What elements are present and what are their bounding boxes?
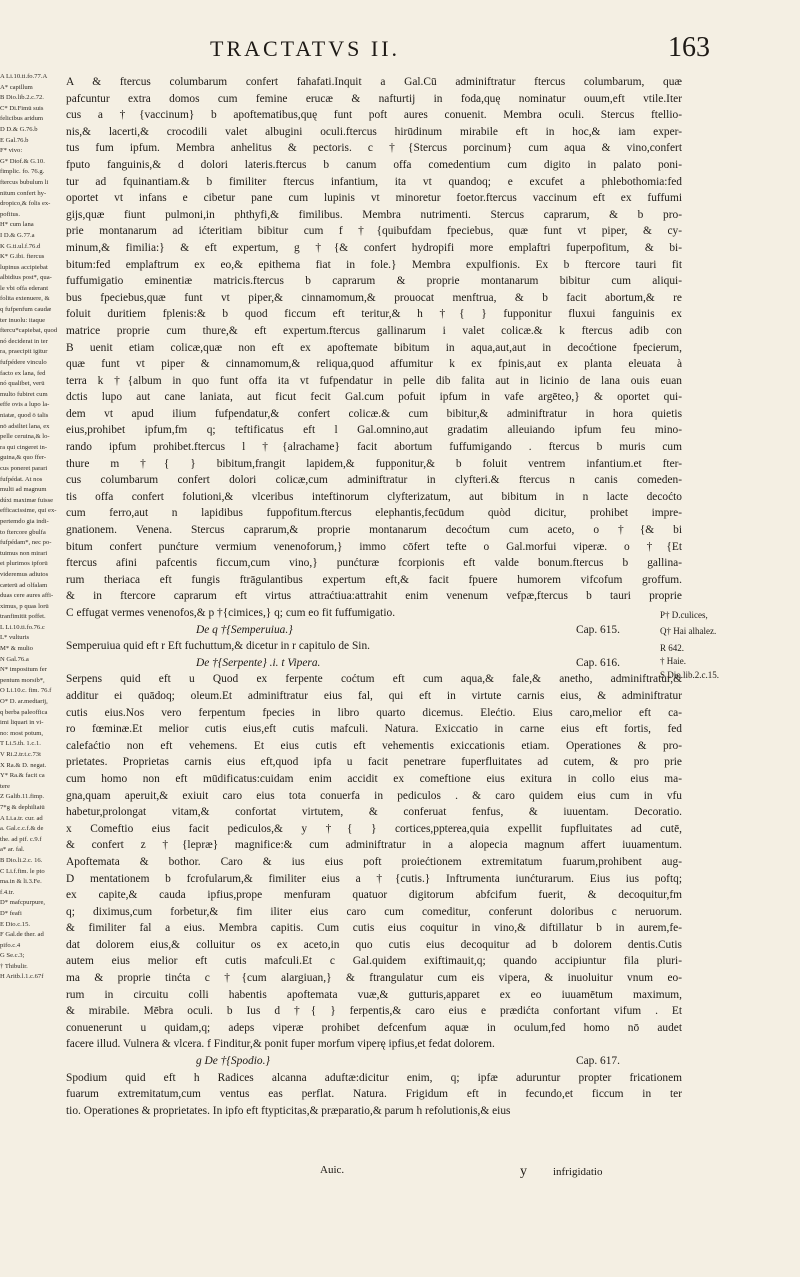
text-line: A & ftercus columbarum confert fahafati.Inquit a Gal.Cū adminiftratur ftercus columbarum, quæ [66, 76, 682, 88]
text-line: eius,prohibet ipfum,fm q; teftificatus eft l Gal.omnino,aut gradatim alleuiando ipfum feu mino- [66, 424, 682, 437]
chapter-heading-semperuiua [66, 622, 682, 639]
text-line: calefaćtio non eft vehemens. Et eius cutis eft vehementis exiccationis etiam. Operationes & pro- [66, 739, 682, 752]
text-line: thure m †{ } bibitum,frangit lapidem,& fupponitur,& b foluit ventrem infantium.et fter- [66, 457, 682, 470]
text-line: additur ei quādoq; oleum.Et adminiftratur eius fal, qui eft in virtute carnis eius, & adminiftratur [66, 689, 682, 702]
margin-reference: tuimus non mirari [0, 549, 48, 557]
text-line: bitum confert punćture vermium venenoforum,} immo cōfert tefte o Gal.morfui viperæ. o †{Et [66, 540, 682, 553]
margin-reference: L* vulturis [0, 634, 30, 642]
margin-reference: cus poneret parari [0, 464, 48, 472]
margin-reference: a. Gal.c.c.f.& de [0, 825, 44, 833]
margin-reference: ma.in & li.3.Fe. [0, 878, 42, 886]
text-line: fputo fanguinis,& d dolori lateris.ftercus b canum offa comedentium cum digito in palato poni- [66, 158, 682, 171]
margin-reference: D D.& G.76.b [0, 125, 38, 133]
margin-reference: the. ad pif. c.9.f [0, 835, 42, 843]
margin-reference: C* Di.Fimū suis [0, 104, 44, 112]
text-line: gnationem. Venena. Stercus caprarum,& proprie montanarum decoćtum cum aceto, o †{& bi [66, 524, 682, 537]
margin-reference: C Li.f.fim. le pto [0, 867, 45, 875]
margin-reference: ximus, p quas lorū [0, 602, 49, 610]
margin-reference: to ftercore gbulfa [0, 528, 46, 536]
margin-reference: guina,& quo ffer- [0, 454, 47, 462]
text-line: rum theriaca eft fungis ftrāgulantibus expertum eft,& facit fpuere humorem vifcofum groffum. [66, 573, 682, 586]
text-line: prietates. Proprietas carnis eius eft,quod ipfa u facit penetrare fuperfluitates ad cutem, & pro prie [66, 756, 682, 769]
text-line: tio. Operationes & proprietates. In ipfo eft ftypticitas,& præparatio,& parum h refolutionis,& eius [66, 1104, 511, 1117]
margin-reference: H Aritb.l.1.c.67f [0, 973, 44, 981]
margin-reference: K G.ti.ul.f.76.d [0, 242, 41, 250]
text-line: dem vt apud ilium fufpendatur,& confert colicæ.& cum bibitur,& adminiftratur in hora quietis [66, 407, 682, 420]
text-line: conuenerunt u quidam,q; adeps viperæ prohibet defcenfum aquæ in oculum,fed homo nō audet [66, 1021, 682, 1034]
margin-reference: F Gal.de ther. ad [0, 931, 44, 939]
text-line: fuarum extremitatum,cum ventus eas perflat. Natura. Frigidum eft in fecundo,et ficcum in ter [66, 1088, 682, 1101]
heading-title: g De †{Spodio.} [196, 1055, 270, 1068]
heading-title: De q †{Semperuiua.} [196, 623, 293, 636]
spodium-section [66, 1070, 682, 1120]
right-note-s [660, 670, 790, 682]
margin-note: P† D.culices, [660, 610, 708, 620]
right-note-t [660, 656, 790, 668]
text-line: Apoftemata & bothor. Caro & ius eius poft proiećtionem extremitatum fuarum,prohibent aug- [66, 855, 682, 868]
margin-reference: q fufpenfum caudæ [0, 306, 52, 314]
catchword-right-group [520, 1164, 603, 1180]
margin-reference: V Ri.2.tr.t.c.73t [0, 751, 41, 758]
margin-reference: ei plurimos ipforū [0, 560, 48, 568]
page-number: 163 [668, 32, 710, 63]
text-line: bus fpeciebus,quæ funt vt piper,& cinnamomum,& prouocat menftrua, & b facit abortum,& re [66, 291, 682, 304]
margin-reference: O Li.10.c. fim. 76.f [0, 687, 52, 695]
text-line: ex capite,& cauda ipfius,prope menfuram quatuor digitorum abfcifum fuerit, & decoquitur,fm [66, 889, 682, 902]
margin-reference: H* cum lana [0, 221, 34, 229]
margin-reference: G Se.c.3; [0, 952, 25, 960]
margin-reference: A Li.10.ti.fo.77.A [0, 73, 48, 80]
margin-reference: pifo.c.4 [0, 941, 21, 949]
text-line: tis offa confert folutioni,& vlceribus inteftinorum clyfterizatum, aut bibitum in n lacte decoćto [66, 490, 682, 503]
page-header [210, 32, 760, 76]
margin-reference: multi ad magnum [0, 486, 47, 494]
text-line: D mentationem b fcrofularum,& fimiliter eius a †{cutis.} Inftrumenta iunćturarum. Eius ius poftq; [66, 872, 682, 885]
margin-reference: F* vivo: [0, 147, 23, 155]
text-line: q; diximus,cum forbetur,& fim iliter eius caro cum comeditur, conferunt doloribus c neruorum. [66, 905, 682, 918]
text-line: rum in circuitu colli habentis apoftemata vuæ,& gutturis,apparet ex eo iuuamētum maximum, [66, 988, 682, 1001]
margin-reference: fufpédat. At nos [0, 475, 43, 483]
margin-reference: M* & mulio [0, 645, 33, 653]
margin-reference: q berba paleoffica [0, 708, 48, 716]
text-line: oportet vt infans e cibetur pane cum lupinis vt minoretur foetor.ftercus vaccinum eft ex fuffumi [66, 192, 682, 205]
text-line: cum ferro,aut n lapidibus fuppofitum.ftercus elephantis,fecūdum quòd dicitur, prohibet impre- [66, 507, 682, 520]
running-title: TRACTATVS II. [210, 36, 401, 61]
signature-mark: y [520, 1164, 527, 1179]
margin-reference: fufpédam*, nec po- [0, 539, 52, 547]
margin-reference: ra qui cingeret in- [0, 443, 48, 451]
margin-reference: D* feafi [0, 909, 22, 917]
margin-reference: ftercus bubulum li [0, 178, 49, 186]
margin-note: Q† Hai alhalez. [660, 626, 717, 636]
text-line: minum,& fimilia:} & eft expertum, g †{& confert hydropifi more emplaftri fuperpofitum, & bi- [66, 241, 682, 254]
margin-reference: efficacissime, qui ex- [0, 507, 57, 515]
text-line: tus fum ipfum. Membra anhelitus & pectoris. c †{Stercus porcinum} cum aqua & vino,confert [66, 142, 682, 155]
text-line: pafcuntur extra domos cum femine erucæ & nafturtij in foda,quę nominatur ouum,eft vtile.Iter [66, 92, 682, 105]
margin-reference: pentum morsib*, [0, 676, 45, 684]
margin-reference: ter inuolu: itaque [0, 316, 46, 324]
margin-reference: nitum confert hy- [0, 189, 47, 197]
text-line: fuffumigatio eminentiæ matricis.ftercus b caprarum & proprie montanarum bibitur cum aliqui- [66, 275, 682, 288]
text-line: B uenit etiam colicæ,quæ non eft ex apoftemate bibitum in aqua,aut,aut in decoćtione fpecierum, [66, 341, 682, 354]
margin-reference: felicibus aridum [0, 115, 44, 123]
margin-reference: fimplic. fo. 76.g. [0, 168, 45, 176]
text-line: quæ funt vt piper & cinnamomum,& reliqua,quod affumitur k ex fpinis,aut ex planta eleuata à [66, 358, 682, 371]
margin-reference: B Dio.li.2.c. 16. [0, 856, 43, 864]
margin-reference: Y* Ra.& facit ca [0, 772, 45, 780]
margin-reference: B Dio.lib.2.c.72. [0, 94, 44, 102]
margin-reference: multo fubiret cum [0, 390, 48, 398]
text-line: Serpens quid eft u Quod ex ferpente coćtum eft cum aqua,& fale,& anetho, adminiftratur,& [66, 673, 682, 686]
text-line: cutis eius.Nos vero ferpentum fpecies in libro quarto dicemus. Elećtio. Eius caro,melior eft ca- [66, 706, 682, 719]
margin-reference: videremus adiutos [0, 570, 49, 578]
text-line: x Comeftio eius facit pediculos,& y †{ } cortices,ppterea,quia expellit fupfluitates ad cutē, [66, 822, 682, 835]
chapter-number: Cap. 616. [576, 656, 620, 669]
margin-reference: tere [0, 782, 10, 790]
catchword-left: Auic. [320, 1164, 345, 1176]
margin-reference: nō adsiltet lana, ex [0, 422, 50, 430]
margin-reference: D* mafcpurpure, [0, 899, 46, 907]
catchwords [320, 1164, 680, 1182]
right-note-p [660, 610, 790, 622]
margin-reference: G* Diof.& G.10. [0, 157, 45, 165]
margin-reference: 7*g & dephiliaiū [0, 803, 45, 811]
text-line: cus a †{vaccinum} b apoftematibus,quę funt poft aures conuenit. Membra oculi. Stercus ftellio- [66, 109, 682, 122]
margin-note: R 642. [660, 643, 685, 653]
margin-reference: X Ra.& D. negat. [0, 761, 47, 769]
margin-reference: le vbi offa ederant [0, 284, 49, 292]
text-line: & fimiliter fal a eius. Membra capitis. Cum cutis eius coquitur in vino,& diftillatur b in aurem,fe- [66, 922, 682, 935]
margin-reference: I D.& G.77.a [0, 231, 35, 239]
margin-reference: Z Galib.11.fimp. [0, 793, 45, 801]
margin-reference: albidius post*, qua- [0, 274, 52, 282]
text-line: cum homo non eft mūdificatus:cuidam enim accidit ex comeftione eius exitura in collo eius ma- [66, 772, 682, 785]
text-line: ftercus afini pafcentis ficcum,cum vino,} punćturæ fcorpionis eft valde bonum.ftercus b gallina- [66, 557, 682, 570]
text-line: foluit duritiem fplenis:& b quod ficcum eft teritur,& h †{ } fupponitur fluxui fanguinis ex [66, 308, 682, 321]
margin-reference: imi liquari in vi- [0, 719, 44, 727]
text-line: C effugat vermes venenofos,& p †{cimices,} q; cum eo fit fuffumigatio. [66, 607, 396, 619]
text-line: & mirabile. Mēbra oculi. b Ius d †{ } ferpentis,& caro eius e prædićta confortant vifum . Et [66, 1005, 682, 1018]
margin-reference: lupinus accipiebat [0, 263, 48, 271]
margin-reference: ra, praecipit igitur [0, 348, 48, 356]
stercus-section [66, 74, 682, 622]
right-note-r [660, 643, 790, 655]
left-marginalia [0, 72, 64, 1212]
margin-reference: † Thibulir. [0, 962, 28, 970]
margin-reference: N* impositum fer [0, 666, 47, 674]
text-line: prie montanarum ad ićteritiam bibitur cum f †{quibufdam fpeciebus, quæ funt vt piper, & cy- [66, 225, 682, 238]
text-line: facere illud. Vulnera & vlcera. f Finditur,& ponit fuper morfum viperę ipfius,et fedat dolorem. [66, 1038, 495, 1051]
text-line: nis,& lacerti,& crocodili valet albugini oculi.ftercus hirūdinum mirabile eft in hoc,& iam exper- [66, 125, 682, 138]
margin-reference: effe ovis a lupo la- [0, 401, 50, 409]
margin-reference: pelle ceruina,& lo- [0, 433, 50, 441]
main-text-column [66, 74, 682, 1119]
margin-reference: duas cere aures affi- [0, 592, 54, 600]
chapter-heading-spodium [66, 1053, 682, 1070]
margin-reference: E Dio.c.15. [0, 920, 31, 928]
margin-reference: f.4.tr. [0, 888, 15, 896]
right-note-q [660, 626, 790, 638]
semperuiua-text: Semperuiua quid eft r Eft fuchuttum,& dicetur in r capitulo de Sin. [66, 640, 370, 653]
margin-reference: pofitus. [0, 210, 20, 218]
text-line: cus columbarum confert dolori colicæ,cum adminiftratur in clyfteri.& ftercus n canis comeden- [66, 474, 682, 487]
text-line: ro fœminæ.Et melior cutis eius,eft cutis mafculi. Natura. Exiccatio in carne eius eft fortis, fed [66, 723, 682, 736]
serpens-section [66, 671, 682, 1053]
margin-reference: O* D. ar.medtarij, [0, 698, 48, 706]
margin-reference: E Gal.76.b [0, 136, 29, 144]
margin-reference: folita extenuere, & [0, 295, 50, 303]
chapter-number: Cap. 617. [576, 1055, 620, 1068]
margin-reference: niatæ, quod ō talis [0, 412, 49, 419]
margin-reference: fufpédere vinculo [0, 359, 47, 367]
text-line: Spodium quid eft h Radices alcanna aduftæ:dicitur enim, q; ipfæ aduruntur propter fricationem [66, 1071, 682, 1084]
margin-reference: dúxi maximæ fuisse [0, 496, 54, 504]
text-line: terra k †{album in quo funt offa ita vt fufpendatur in pelle dib falita aut in licinio de lana ouis euan [66, 374, 682, 387]
margin-reference: A Li.a.tr. cur. ad [0, 814, 43, 822]
catchword-right: infrigidatio [553, 1166, 603, 1178]
text-line: ma & proprie tinćta c †{cum alargiuan,} & ftrangulatur cum eis vipera, & inuoluitur vnum eo- [66, 972, 682, 985]
chapter-number: Cap. 615. [576, 623, 620, 636]
text-line: autem eius melior eft cutis mafculi.Et c Gal.quidem exiftimauit,q; quando accipiuntur fila pluri- [66, 955, 682, 968]
margin-note: † Haie. [660, 656, 686, 666]
text-line: matrice proprie cum thure,& eft expertum.ftercus gallinarum i valet colicæ.& k ftercus adib con [66, 324, 682, 337]
text-line: dctis lupo aut cane laniata, aut ficut fecit Gal.cum pofuit ipfum in vafe argēteo,} & oportet qui- [66, 391, 682, 404]
text-line: dat dolorem eius,& colluitur os ex aceto,in quo cutis eius decoquitur ad b dolorem dentis.Cutis [66, 938, 682, 951]
margin-reference: tranfimitit poffet. [0, 613, 46, 621]
text-line: habetur,prolongat vitam,& confortat virtutem, & conferuat fenfus, & iuuentam. Decoratio. [66, 806, 682, 819]
text-line: & confert z †{lepræ} magnifice:& cum adminiftratur in a alopecia magnum affert iuuamentum. [66, 839, 682, 852]
margin-reference: A* capillum [0, 83, 33, 91]
margin-reference: pertemdo gia indi- [0, 517, 49, 525]
margin-reference: nó qualibet, verū [0, 380, 45, 388]
margin-reference: L Li.10.ti.fo.76.c [0, 623, 45, 631]
margin-reference: facto ex lana, fed [0, 369, 46, 377]
margin-reference: a* ar. fal. [0, 846, 25, 854]
chapter-heading-serpens [66, 655, 682, 672]
margin-reference: T Li.5.th. 1.c.1. [0, 740, 41, 748]
heading-title: De †{Serpente} .i. t Vipera. [196, 656, 321, 669]
margin-reference: ftercu*capiebat, quod [0, 327, 58, 335]
text-line: rando ipfum prohibet.ftercus l †{alrachame} facit abortum fuffumigando . ftercus b muris cum [66, 441, 682, 454]
margin-reference: cæterū ad olfalam [0, 581, 48, 589]
margin-reference: N Gal.76.a [0, 655, 29, 663]
text-line: gna,quam aperuit,& exiuit caro eius tota conuerfa in pediculos . & caro quidem eius cum in vfu [66, 789, 682, 802]
text-line: tur ad fquinantiam.& b fimiliter ftercus infantium, ita vt quandoq; e excufet a phlebothomia:fed [66, 175, 682, 188]
text-line: & in ftercore caprarum eft virtus attraćtiua:attrahit enim venenum vefpæ,ftercus b tauri proprie [66, 590, 682, 603]
margin-note: S Dio.lib.2.c.15. [660, 670, 720, 680]
margin-reference: no: most potum, [0, 729, 44, 737]
margin-reference: nó deciderat in ter [0, 337, 48, 345]
margin-reference: dropico,& folis ex- [0, 200, 51, 208]
text-line: gijs,quæ fiunt pulmoni,in phthyfi,& fimilibus. Membra nutrimenti. Stercus caprarum, & b pro- [66, 208, 682, 221]
margin-reference: K* G.ibi. ftercus [0, 253, 45, 261]
text-line: bitum:fed emplaftrum ex eo,& epithema fiat in fole.} Membra expulfionis. Ex b ftercore tauri fit [66, 258, 682, 271]
